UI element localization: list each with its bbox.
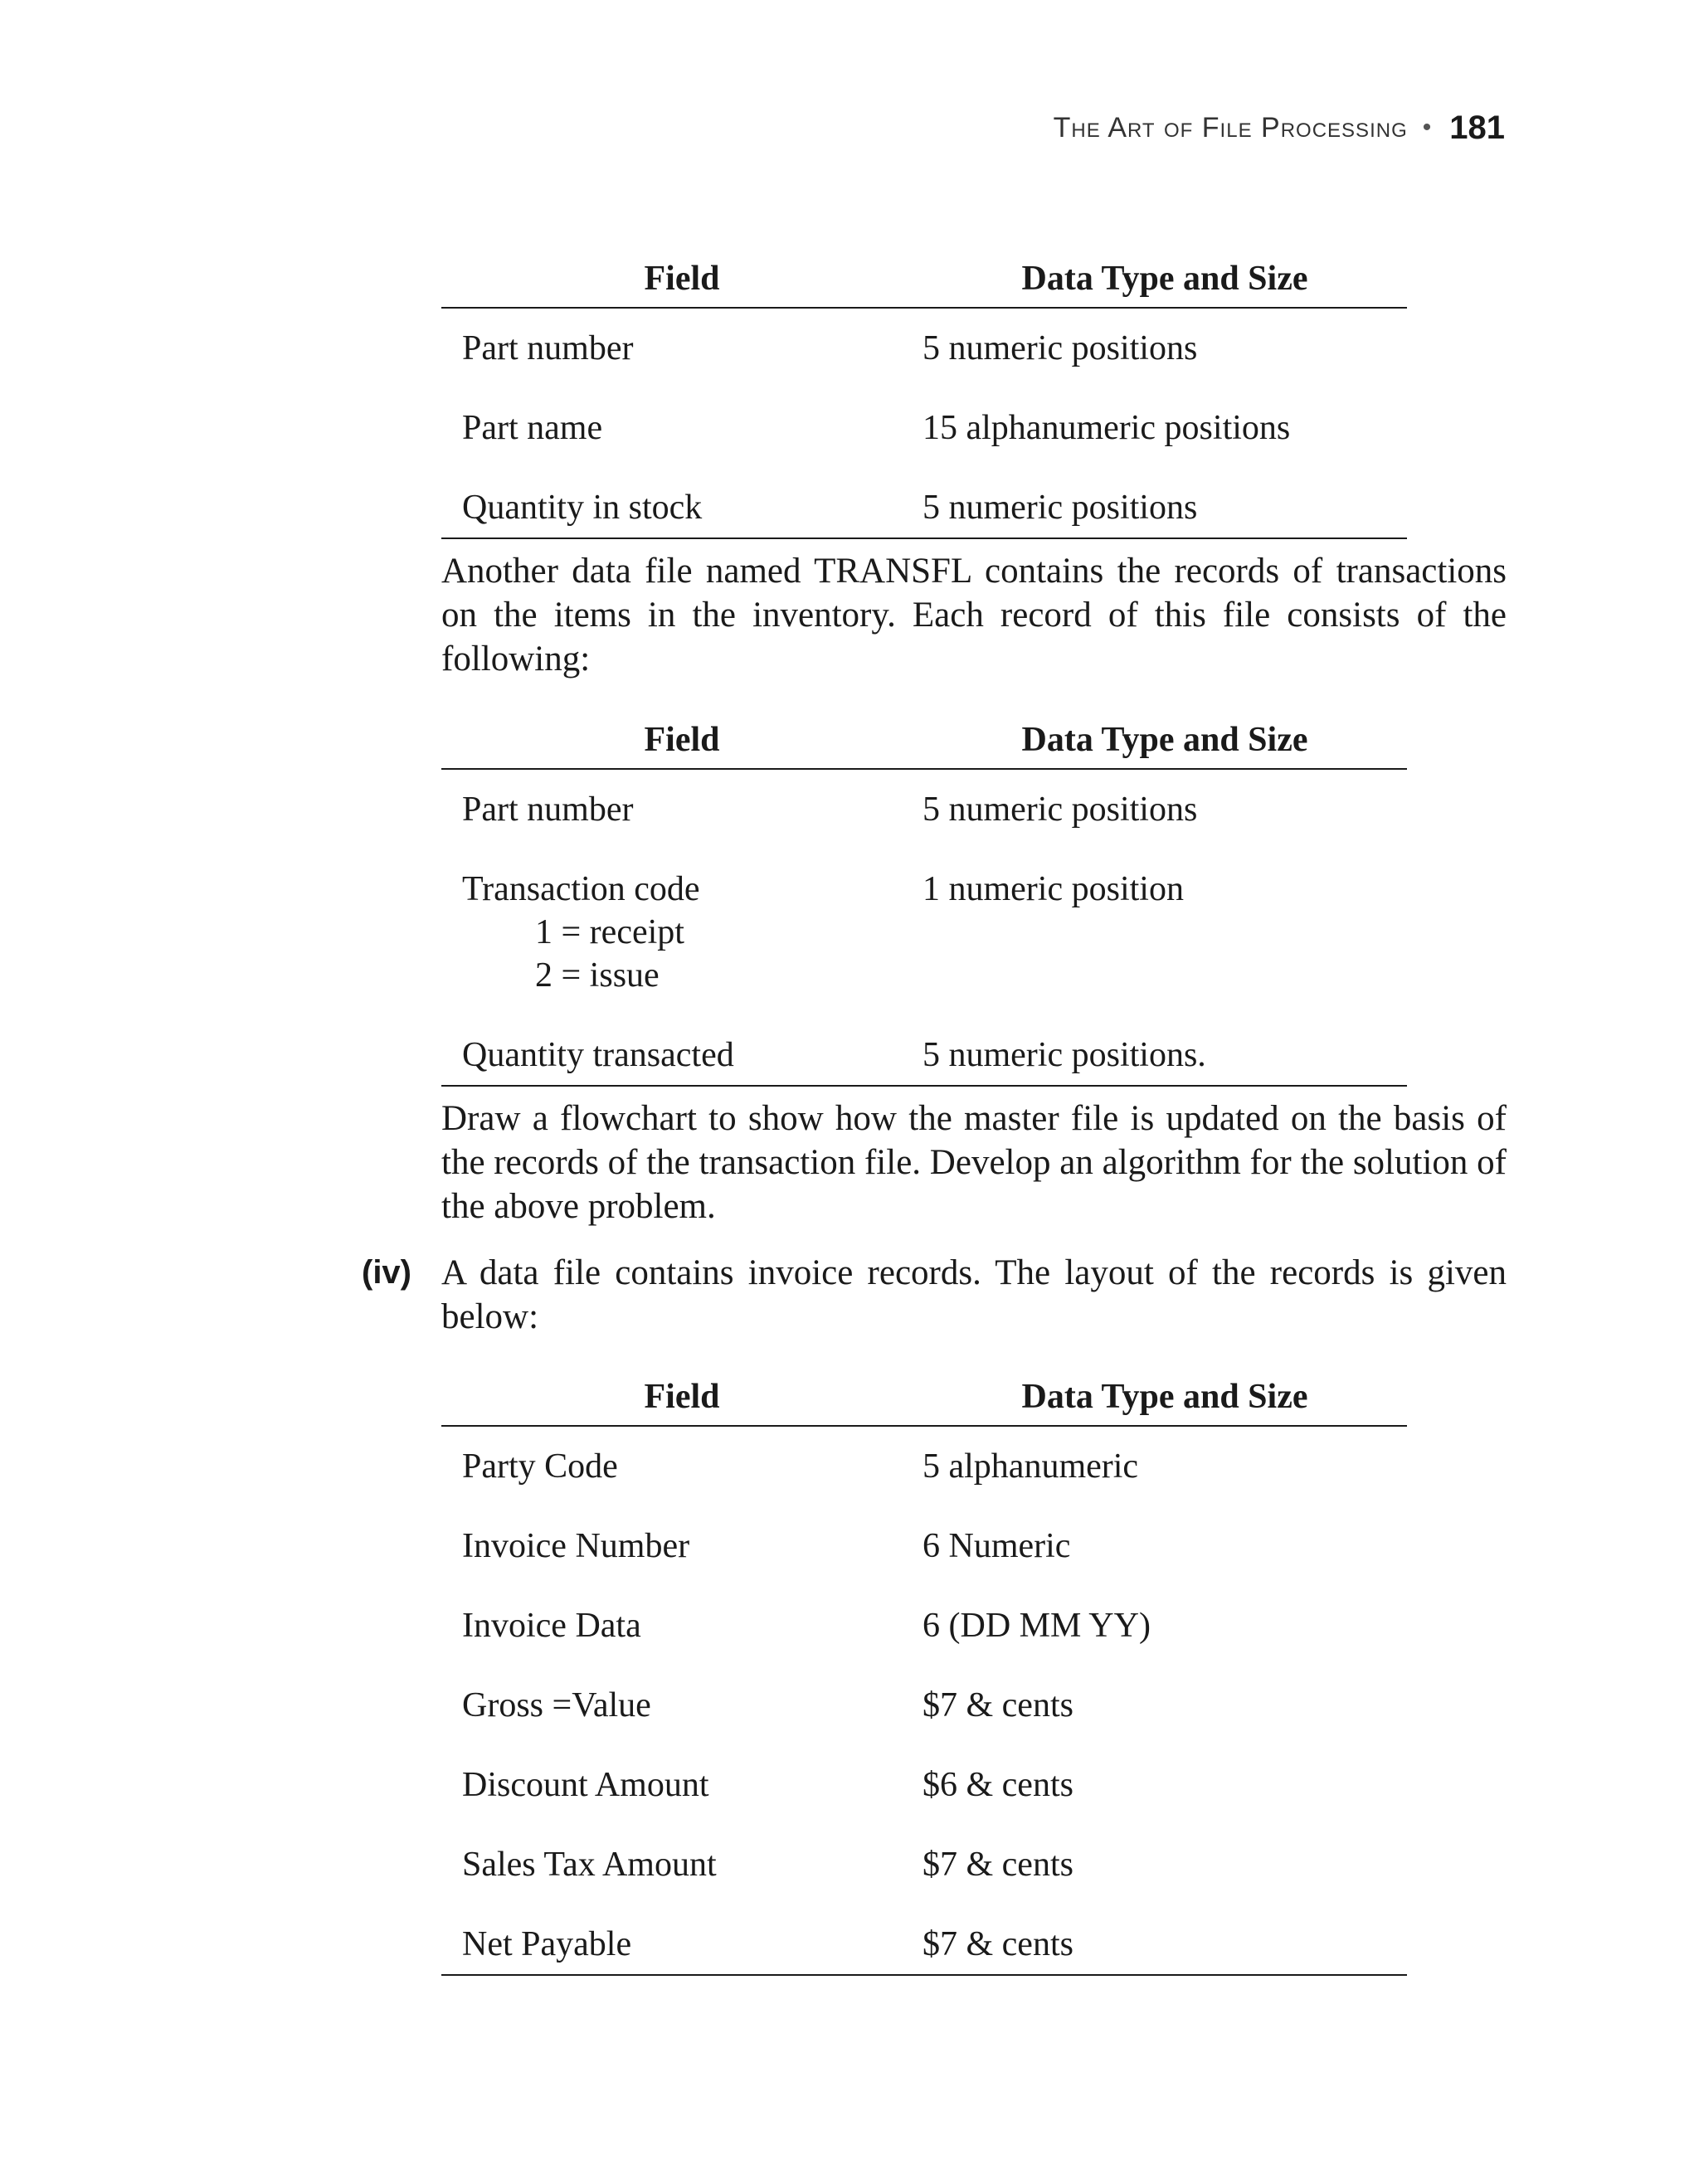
field-cell: Part name — [462, 409, 603, 447]
type-cell: 5 numeric positions — [923, 468, 1407, 538]
table-row — [441, 468, 1407, 538]
field-cell — [441, 849, 923, 1015]
type-cell: 5 numeric positions — [923, 790, 1198, 829]
page-number: 181 — [1449, 109, 1505, 146]
field-cell: Discount Amount — [462, 1766, 709, 1804]
table-row — [441, 1015, 1407, 1086]
running-title: The Art of File Processing — [1053, 111, 1408, 143]
table-row — [441, 308, 1407, 388]
type-cell: $7 & cents — [923, 1686, 1073, 1724]
field-cell: Quantity in stock — [441, 468, 923, 538]
type-cell: $6 & cents — [923, 1766, 1073, 1804]
table-row — [441, 388, 1407, 468]
table-header-row — [441, 710, 1407, 769]
type-cell: 6 (DD MM YY) — [923, 1607, 1151, 1645]
table-row — [441, 1666, 1407, 1745]
type-cell: $7 & cents — [923, 1904, 1407, 1975]
field-label: Transaction code — [462, 870, 700, 908]
type-cell: 5 numeric positions — [923, 329, 1198, 367]
running-header — [1054, 103, 1505, 153]
type-cell: 1 numeric position — [923, 870, 1184, 908]
table-row — [441, 1825, 1407, 1904]
field-cell: Part number — [462, 329, 634, 367]
table-row — [441, 769, 1407, 849]
code-issue: 2 = issue — [535, 956, 660, 995]
field-cell: Party Code — [462, 1447, 618, 1486]
column-header-field: Field — [441, 710, 923, 769]
field-cell: Invoice Data — [462, 1607, 641, 1645]
invoice-record-table — [441, 1367, 1407, 1976]
type-cell: 6 Numeric — [923, 1527, 1071, 1565]
item-iv-text: A data file contains invoice records. The layout of the records is given below: — [441, 1253, 1507, 1336]
header-bullet: • — [1422, 114, 1432, 141]
column-header-field: Field — [441, 1367, 923, 1426]
code-receipt: 1 = receipt — [535, 913, 684, 951]
field-cell: Sales Tax Amount — [462, 1846, 717, 1884]
column-header-type: Data Type and Size — [923, 1367, 1407, 1426]
table-row — [441, 1426, 1407, 1506]
field-cell: Quantity transacted — [441, 1015, 923, 1086]
column-header-type: Data Type and Size — [923, 249, 1407, 308]
table-row — [441, 1586, 1407, 1666]
type-cell: 5 numeric positions. — [923, 1015, 1407, 1086]
transaction-record-table — [441, 710, 1407, 1087]
table-header-row — [441, 249, 1407, 308]
table-header-row — [441, 1367, 1407, 1426]
transfl-description: Another data file named TRANSFL contains the records of transactions on the items in the inventory. Each record of this file consists of the following: — [441, 552, 1507, 679]
field-cell: Gross =Value — [462, 1686, 651, 1724]
field-cell: Part number — [462, 790, 634, 829]
column-header-field: Field — [441, 249, 923, 308]
inventory-record-table — [441, 249, 1407, 539]
column-header-type: Data Type and Size — [923, 710, 1407, 769]
flowchart-instruction: Draw a flowchart to show how the master file is updated on the basis of the records of the transaction file. Develop an algorithm for the solution of the above problem. — [441, 1099, 1507, 1226]
table-row — [441, 1745, 1407, 1825]
type-cell: $7 & cents — [923, 1846, 1073, 1884]
table-row — [441, 1904, 1407, 1975]
table-row — [441, 849, 1407, 1015]
type-cell: 15 alphanumeric positions — [923, 409, 1291, 447]
type-cell: 5 alphanumeric — [923, 1447, 1139, 1486]
item-label: (iv) — [362, 1254, 411, 1291]
field-cell: Invoice Number — [462, 1527, 690, 1565]
field-cell: Net Payable — [441, 1904, 923, 1975]
table-row — [441, 1506, 1407, 1586]
